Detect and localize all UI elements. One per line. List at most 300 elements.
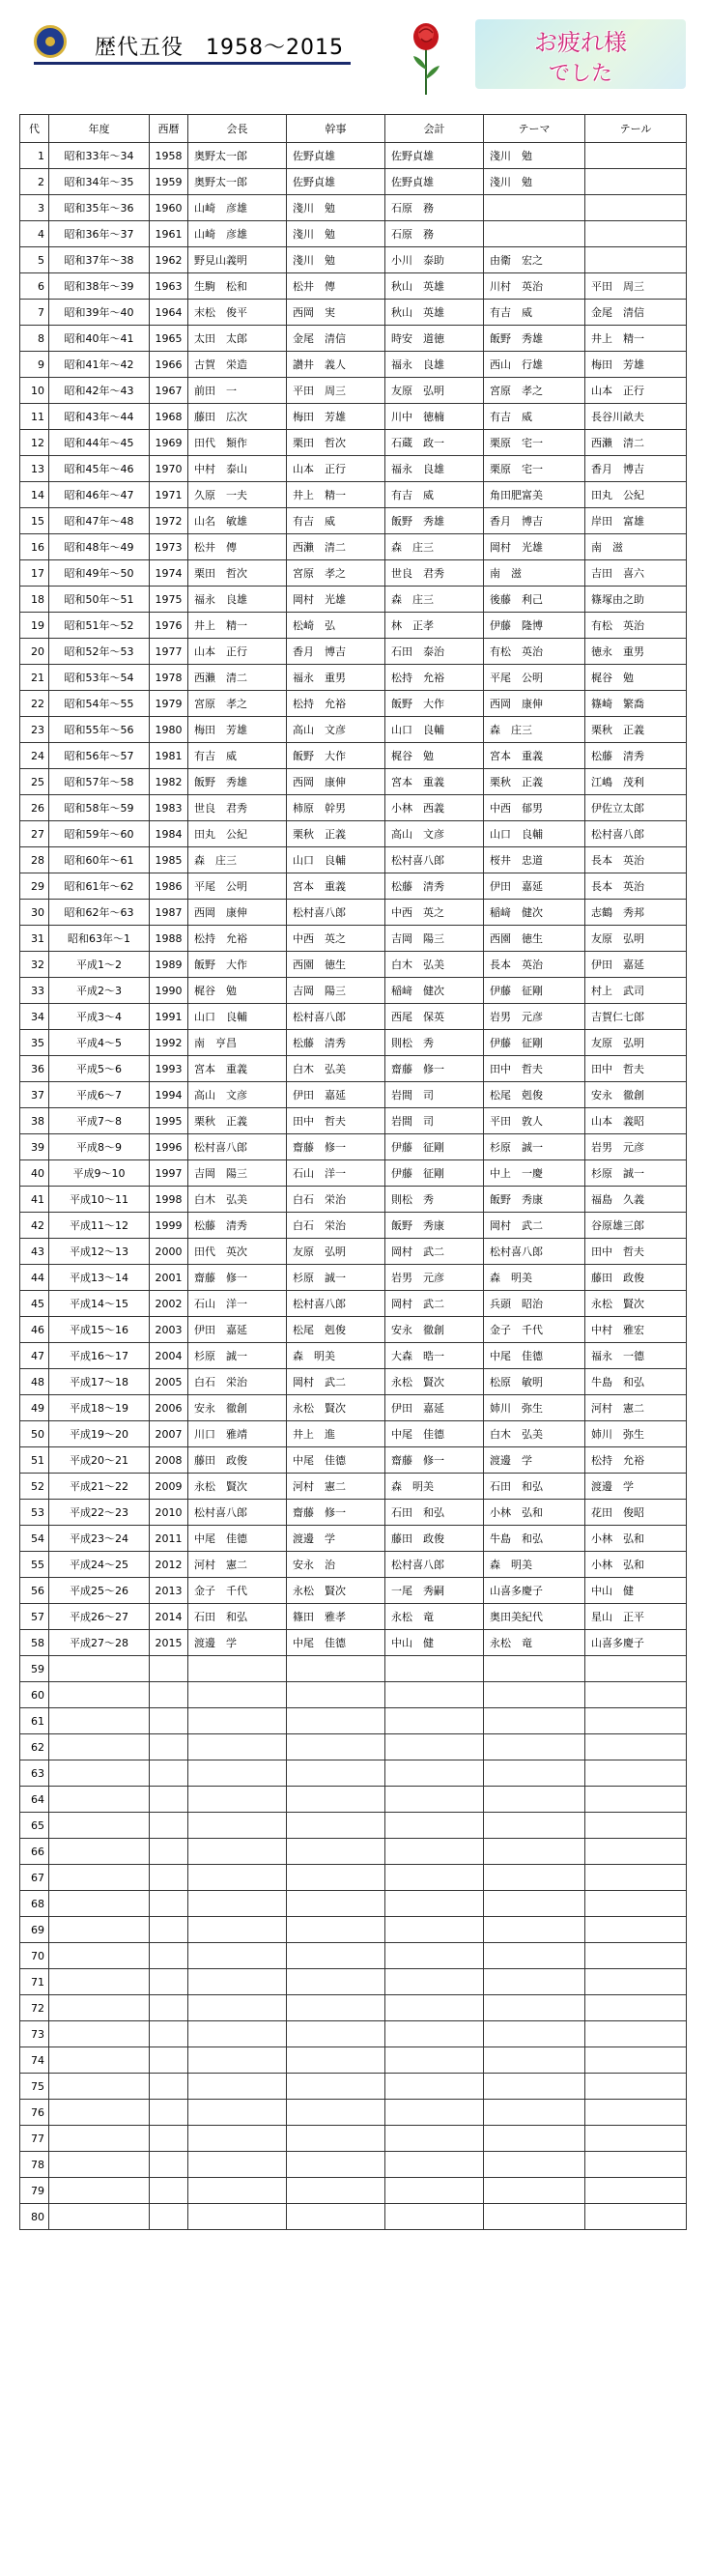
cell-treasurer: 永松 賢次 (385, 1369, 484, 1395)
table-row (20, 1734, 687, 1760)
cell-tail-twister: 花田 俊昭 (585, 1500, 687, 1526)
cell-treasurer (385, 2021, 484, 2047)
cell-president: 松持 允裕 (188, 926, 287, 952)
cell-treasurer: 小林 西義 (385, 795, 484, 821)
cell-western-year: 1987 (150, 900, 188, 926)
cell-president: 石田 和弘 (188, 1604, 287, 1630)
cell-president: 田代 英次 (188, 1239, 287, 1265)
cell-treasurer: 吉岡 陽三 (385, 926, 484, 952)
cell-western-year (150, 2021, 188, 2047)
cell-generation: 3 (20, 195, 49, 221)
cell-secretary: 西岡 実 (287, 300, 385, 326)
cell-treasurer: 福永 良雄 (385, 352, 484, 378)
cell-president (188, 2047, 287, 2074)
cell-western-year (150, 1734, 188, 1760)
cell-western-year: 1994 (150, 1082, 188, 1108)
table-row (20, 769, 687, 795)
cell-generation: 59 (20, 1656, 49, 1682)
cell-generation: 24 (20, 743, 49, 769)
table-row (20, 143, 687, 169)
cell-generation: 51 (20, 1447, 49, 1474)
cell-treasurer: 小川 泰助 (385, 247, 484, 273)
title-underline (34, 62, 351, 65)
table-row (20, 195, 687, 221)
cell-tail-twister (585, 2204, 687, 2230)
cell-generation: 71 (20, 1969, 49, 1995)
cell-generation: 47 (20, 1343, 49, 1369)
cell-tail-twister (585, 2100, 687, 2126)
cell-treasurer: 石原 務 (385, 195, 484, 221)
table-row (20, 1421, 687, 1447)
cell-treasurer (385, 1995, 484, 2021)
cell-generation: 70 (20, 1943, 49, 1969)
cell-fiscal-year: 昭和44年～45 (49, 430, 150, 456)
cell-treasurer: 則松 秀 (385, 1030, 484, 1056)
cell-tamer: 西山 行雄 (484, 352, 585, 378)
cell-tamer: 小林 弘和 (484, 1500, 585, 1526)
cell-treasurer: 安永 徹創 (385, 1317, 484, 1343)
cell-president: 奥野太一郎 (188, 143, 287, 169)
cell-generation: 35 (20, 1030, 49, 1056)
cell-generation: 76 (20, 2100, 49, 2126)
table-row (20, 1056, 687, 1082)
cell-president: 西瀨 清二 (188, 665, 287, 691)
cell-generation: 57 (20, 1604, 49, 1630)
cell-generation: 18 (20, 587, 49, 613)
officers-table-container (19, 114, 686, 2230)
cell-fiscal-year (49, 1656, 150, 1682)
cell-tamer (484, 1813, 585, 1839)
cell-treasurer: 伊田 嘉延 (385, 1395, 484, 1421)
cell-generation: 42 (20, 1213, 49, 1239)
cell-generation: 48 (20, 1369, 49, 1395)
cell-fiscal-year: 昭和55年～56 (49, 717, 150, 743)
cell-secretary: 中西 英之 (287, 926, 385, 952)
cell-fiscal-year: 平成16～17 (49, 1343, 150, 1369)
thanks-message-card (475, 19, 686, 89)
table-row (20, 534, 687, 560)
cell-secretary: 中尾 佳德 (287, 1630, 385, 1656)
cell-treasurer: 岡村 武二 (385, 1291, 484, 1317)
cell-treasurer: 時安 道徳 (385, 326, 484, 352)
cell-fiscal-year: 平成18～19 (49, 1395, 150, 1421)
cell-tamer: 角田肥富美 (484, 482, 585, 508)
cell-tamer: 森 庄三 (484, 717, 585, 743)
cell-tail-twister: 長本 英治 (585, 847, 687, 873)
cell-secretary (287, 1656, 385, 1682)
cell-treasurer: 石蔵 政一 (385, 430, 484, 456)
cell-treasurer: 伊藤 征剛 (385, 1134, 484, 1160)
cell-treasurer: 岡村 武二 (385, 1239, 484, 1265)
cell-fiscal-year: 昭和58年～59 (49, 795, 150, 821)
cell-tail-twister (585, 1787, 687, 1813)
cell-generation: 28 (20, 847, 49, 873)
cell-western-year: 1971 (150, 482, 188, 508)
cell-western-year: 2006 (150, 1395, 188, 1421)
cell-fiscal-year: 昭和34年～35 (49, 169, 150, 195)
cell-tail-twister: 伊田 嘉延 (585, 952, 687, 978)
cell-western-year: 1995 (150, 1108, 188, 1134)
cell-generation: 40 (20, 1160, 49, 1187)
cell-tamer: 石田 和弘 (484, 1474, 585, 1500)
cell-generation: 5 (20, 247, 49, 273)
cell-secretary (287, 2126, 385, 2152)
cell-president: 山崎 彦雄 (188, 221, 287, 247)
cell-tamer: 兵頭 昭治 (484, 1291, 585, 1317)
cell-tail-twister (585, 2126, 687, 2152)
cell-fiscal-year: 平成4～5 (49, 1030, 150, 1056)
cell-tail-twister: 永松 賢次 (585, 1291, 687, 1317)
cell-tail-twister (585, 2178, 687, 2204)
cell-generation: 67 (20, 1865, 49, 1891)
cell-generation: 32 (20, 952, 49, 978)
cell-president: 太田 太郎 (188, 326, 287, 352)
table-row (20, 743, 687, 769)
cell-treasurer: 白木 弘美 (385, 952, 484, 978)
cell-treasurer: 松藤 清秀 (385, 873, 484, 900)
cell-treasurer: 稲﨑 健次 (385, 978, 484, 1004)
cell-tamer: 岩男 元彦 (484, 1004, 585, 1030)
cell-fiscal-year (49, 2100, 150, 2126)
cell-fiscal-year: 平成23～24 (49, 1526, 150, 1552)
thanks-line-1: お疲れ様 (534, 29, 627, 56)
cell-treasurer: 石田 泰治 (385, 639, 484, 665)
table-row (20, 2152, 687, 2178)
cell-treasurer: 一尾 秀嗣 (385, 1578, 484, 1604)
cell-tamer (484, 221, 585, 247)
cell-western-year: 2015 (150, 1630, 188, 1656)
cell-tamer (484, 1760, 585, 1787)
cell-tail-twister (585, 2047, 687, 2074)
cell-secretary: 西園 徳生 (287, 952, 385, 978)
table-row (20, 613, 687, 639)
cell-tail-twister: 徳永 重男 (585, 639, 687, 665)
cell-president (188, 1734, 287, 1760)
cell-treasurer (385, 1969, 484, 1995)
cell-tamer: 伊藤 征剛 (484, 1030, 585, 1056)
cell-secretary: 齋藤 修一 (287, 1500, 385, 1526)
cell-tamer (484, 195, 585, 221)
cell-tamer: 香月 博吉 (484, 508, 585, 534)
table-row (20, 1082, 687, 1108)
cell-western-year: 2002 (150, 1291, 188, 1317)
cell-western-year: 2004 (150, 1343, 188, 1369)
cell-treasurer: 秋山 英雄 (385, 300, 484, 326)
cell-president: 久原 一夫 (188, 482, 287, 508)
cell-tail-twister (585, 169, 687, 195)
cell-secretary: 松持 允裕 (287, 691, 385, 717)
cell-tamer (484, 1917, 585, 1943)
cell-tail-twister (585, 1734, 687, 1760)
cell-treasurer: 則松 秀 (385, 1187, 484, 1213)
cell-generation: 1 (20, 143, 49, 169)
cell-generation: 30 (20, 900, 49, 926)
table-row (20, 900, 687, 926)
table-row (20, 1474, 687, 1500)
cell-president (188, 1943, 287, 1969)
cell-western-year: 1958 (150, 143, 188, 169)
table-row (20, 1787, 687, 1813)
cell-tamer (484, 2152, 585, 2178)
cell-president (188, 1969, 287, 1995)
table-row (20, 1239, 687, 1265)
cell-secretary (287, 1995, 385, 2021)
cell-tail-twister: 岸田 富雄 (585, 508, 687, 534)
cell-treasurer: 石原 務 (385, 221, 484, 247)
cell-tamer (484, 1839, 585, 1865)
cell-fiscal-year: 昭和40年～41 (49, 326, 150, 352)
cell-western-year: 2000 (150, 1239, 188, 1265)
cell-western-year: 1993 (150, 1056, 188, 1082)
cell-secretary: 田中 哲夫 (287, 1108, 385, 1134)
cell-fiscal-year: 平成21～22 (49, 1474, 150, 1500)
cell-western-year (150, 1995, 188, 2021)
cell-western-year: 1978 (150, 665, 188, 691)
cell-president: 藤田 広次 (188, 404, 287, 430)
table-row (20, 456, 687, 482)
cell-generation: 68 (20, 1891, 49, 1917)
cell-tamer: 川村 英治 (484, 273, 585, 300)
cell-president (188, 2178, 287, 2204)
cell-tail-twister (585, 1995, 687, 2021)
cell-president: 吉岡 陽三 (188, 1160, 287, 1187)
cell-tamer (484, 1865, 585, 1891)
cell-tail-twister: 杉原 誠一 (585, 1160, 687, 1187)
cell-tail-twister: 志鶴 秀邦 (585, 900, 687, 926)
cell-western-year (150, 2047, 188, 2074)
cell-generation: 8 (20, 326, 49, 352)
cell-treasurer: 梶谷 勉 (385, 743, 484, 769)
cell-tail-twister: 梅田 芳雄 (585, 352, 687, 378)
cell-secretary: 齋藤 修一 (287, 1134, 385, 1160)
cell-treasurer: 松持 允裕 (385, 665, 484, 691)
cell-treasurer: 永松 竜 (385, 1604, 484, 1630)
cell-tail-twister: 長谷川畝夫 (585, 404, 687, 430)
cell-president: 松藤 清秀 (188, 1213, 287, 1239)
cell-secretary: 有吉 威 (287, 508, 385, 534)
cell-treasurer: 佐野貞雄 (385, 169, 484, 195)
cell-tamer: 渡邊 学 (484, 1447, 585, 1474)
table-row (20, 639, 687, 665)
cell-tail-twister: 金尾 清信 (585, 300, 687, 326)
cell-fiscal-year: 昭和50年～51 (49, 587, 150, 613)
cell-western-year: 1990 (150, 978, 188, 1004)
cell-western-year (150, 2204, 188, 2230)
cell-president: 田代 類作 (188, 430, 287, 456)
cell-president: 梅田 芳雄 (188, 717, 287, 743)
table-row (20, 1813, 687, 1839)
cell-generation: 62 (20, 1734, 49, 1760)
cell-western-year: 1982 (150, 769, 188, 795)
table-row (20, 1969, 687, 1995)
cell-tamer: 長本 英治 (484, 952, 585, 978)
cell-tamer: 後藤 利己 (484, 587, 585, 613)
cell-generation: 56 (20, 1578, 49, 1604)
cell-tail-twister: 山本 義昭 (585, 1108, 687, 1134)
cell-secretary (287, 1865, 385, 1891)
cell-tail-twister: 小林 弘和 (585, 1526, 687, 1552)
cell-western-year: 2003 (150, 1317, 188, 1343)
cell-tail-twister: 谷原雄三郎 (585, 1213, 687, 1239)
table-row (20, 1447, 687, 1474)
cell-president (188, 2021, 287, 2047)
cell-fiscal-year: 平成27～28 (49, 1630, 150, 1656)
cell-treasurer (385, 2074, 484, 2100)
cell-treasurer: 藤田 政俊 (385, 1526, 484, 1552)
cell-western-year: 1996 (150, 1134, 188, 1160)
cell-tamer: 杉原 誠一 (484, 1134, 585, 1160)
cell-treasurer: 福永 良雄 (385, 456, 484, 482)
cell-western-year (150, 2152, 188, 2178)
cell-tamer: 伊藤 征剛 (484, 978, 585, 1004)
cell-fiscal-year: 昭和53年～54 (49, 665, 150, 691)
table-row (20, 1526, 687, 1552)
cell-secretary (287, 1682, 385, 1708)
column-header-tail-twister: テール (585, 115, 687, 143)
cell-secretary: 井上 精一 (287, 482, 385, 508)
cell-secretary: 佐野貞雄 (287, 143, 385, 169)
cell-tamer: 稲﨑 健次 (484, 900, 585, 926)
table-row (20, 1995, 687, 2021)
column-header-secretary: 幹事 (287, 115, 385, 143)
cell-president: 宮原 孝之 (188, 691, 287, 717)
cell-secretary: 松崎 弘 (287, 613, 385, 639)
cell-president: 世良 君秀 (188, 795, 287, 821)
cell-secretary: 岡村 光雄 (287, 587, 385, 613)
cell-western-year: 1967 (150, 378, 188, 404)
table-row (20, 665, 687, 691)
officers-table (19, 114, 687, 2230)
table-row (20, 717, 687, 743)
cell-western-year (150, 1813, 188, 1839)
cell-fiscal-year: 昭和46年～47 (49, 482, 150, 508)
table-row (20, 326, 687, 352)
cell-western-year: 1977 (150, 639, 188, 665)
cell-western-year: 1999 (150, 1213, 188, 1239)
cell-treasurer (385, 1734, 484, 1760)
cell-western-year: 1986 (150, 873, 188, 900)
cell-tamer (484, 2178, 585, 2204)
cell-secretary: 松村喜八郎 (287, 1004, 385, 1030)
cell-secretary (287, 2047, 385, 2074)
cell-western-year (150, 2100, 188, 2126)
cell-fiscal-year (49, 1969, 150, 1995)
cell-tamer: 宮本 重義 (484, 743, 585, 769)
table-row (20, 430, 687, 456)
cell-president (188, 1891, 287, 1917)
cell-fiscal-year: 昭和36年～37 (49, 221, 150, 247)
cell-treasurer: 森 庄三 (385, 587, 484, 613)
cell-president: 松村喜八郎 (188, 1134, 287, 1160)
cell-western-year (150, 1943, 188, 1969)
cell-western-year: 2001 (150, 1265, 188, 1291)
cell-president (188, 1839, 287, 1865)
cell-western-year: 1980 (150, 717, 188, 743)
table-row (20, 2047, 687, 2074)
table-row (20, 221, 687, 247)
cell-president: 栗田 哲次 (188, 560, 287, 587)
cell-tail-twister: 梶谷 勉 (585, 665, 687, 691)
cell-fiscal-year (49, 1943, 150, 1969)
cell-tail-twister: 篠崎 繁喬 (585, 691, 687, 717)
cell-secretary: 柿原 幹男 (287, 795, 385, 821)
table-row (20, 560, 687, 587)
cell-generation: 36 (20, 1056, 49, 1082)
cell-president: 生駒 松和 (188, 273, 287, 300)
column-header-western-year: 西暦 (150, 115, 188, 143)
cell-president: 野見山義明 (188, 247, 287, 273)
cell-tail-twister: 藤田 政俊 (585, 1265, 687, 1291)
cell-generation: 11 (20, 404, 49, 430)
cell-president: 金子 千代 (188, 1578, 287, 1604)
cell-treasurer: 飯野 大作 (385, 691, 484, 717)
cell-tamer (484, 2047, 585, 2074)
cell-secretary: 平田 周三 (287, 378, 385, 404)
cell-fiscal-year: 昭和59年～60 (49, 821, 150, 847)
cell-tail-twister: 村上 武司 (585, 978, 687, 1004)
cell-tail-twister: 松持 允裕 (585, 1447, 687, 1474)
table-row (20, 821, 687, 847)
cell-tamer (484, 1891, 585, 1917)
cell-fiscal-year (49, 1734, 150, 1760)
cell-secretary (287, 1734, 385, 1760)
cell-fiscal-year: 平成9～10 (49, 1160, 150, 1187)
cell-western-year: 1997 (150, 1160, 188, 1187)
cell-president (188, 1865, 287, 1891)
cell-tamer: 由衛 宏之 (484, 247, 585, 273)
cell-secretary (287, 1839, 385, 1865)
cell-treasurer: 飯野 秀雄 (385, 508, 484, 534)
cell-treasurer (385, 1865, 484, 1891)
cell-secretary: 森 明美 (287, 1343, 385, 1369)
cell-western-year (150, 1917, 188, 1943)
cell-fiscal-year: 昭和62年～63 (49, 900, 150, 926)
cell-generation: 19 (20, 613, 49, 639)
table-row (20, 378, 687, 404)
cell-fiscal-year: 昭和60年～61 (49, 847, 150, 873)
cell-fiscal-year: 平成17～18 (49, 1369, 150, 1395)
cell-treasurer: 中西 英之 (385, 900, 484, 926)
cell-president: 飯野 大作 (188, 952, 287, 978)
cell-president: 松村喜八郎 (188, 1500, 287, 1526)
cell-generation: 46 (20, 1317, 49, 1343)
cell-president: 山口 良輔 (188, 1004, 287, 1030)
cell-president: 川口 雅靖 (188, 1421, 287, 1447)
cell-treasurer: 松村喜八郎 (385, 1552, 484, 1578)
cell-treasurer: 飯野 秀康 (385, 1213, 484, 1239)
table-row (20, 1265, 687, 1291)
cell-generation: 22 (20, 691, 49, 717)
table-row (20, 926, 687, 952)
cell-tamer: 森 明美 (484, 1265, 585, 1291)
cell-president: 河村 憲二 (188, 1552, 287, 1578)
cell-treasurer: 西尾 保英 (385, 1004, 484, 1030)
cell-tamer (484, 2074, 585, 2100)
cell-tamer: 松原 敏明 (484, 1369, 585, 1395)
cell-western-year: 1966 (150, 352, 188, 378)
cell-president (188, 1760, 287, 1787)
cell-president: 伊田 嘉延 (188, 1317, 287, 1343)
table-row (20, 1552, 687, 1578)
cell-western-year: 1979 (150, 691, 188, 717)
cell-generation: 25 (20, 769, 49, 795)
cell-western-year (150, 1708, 188, 1734)
cell-secretary: 白石 栄治 (287, 1187, 385, 1213)
table-row (20, 1213, 687, 1239)
cell-tamer: 淺川 勉 (484, 143, 585, 169)
page-title: 歴代五役 1958～2015 (95, 36, 344, 60)
cell-tail-twister: 福島 久義 (585, 1187, 687, 1213)
